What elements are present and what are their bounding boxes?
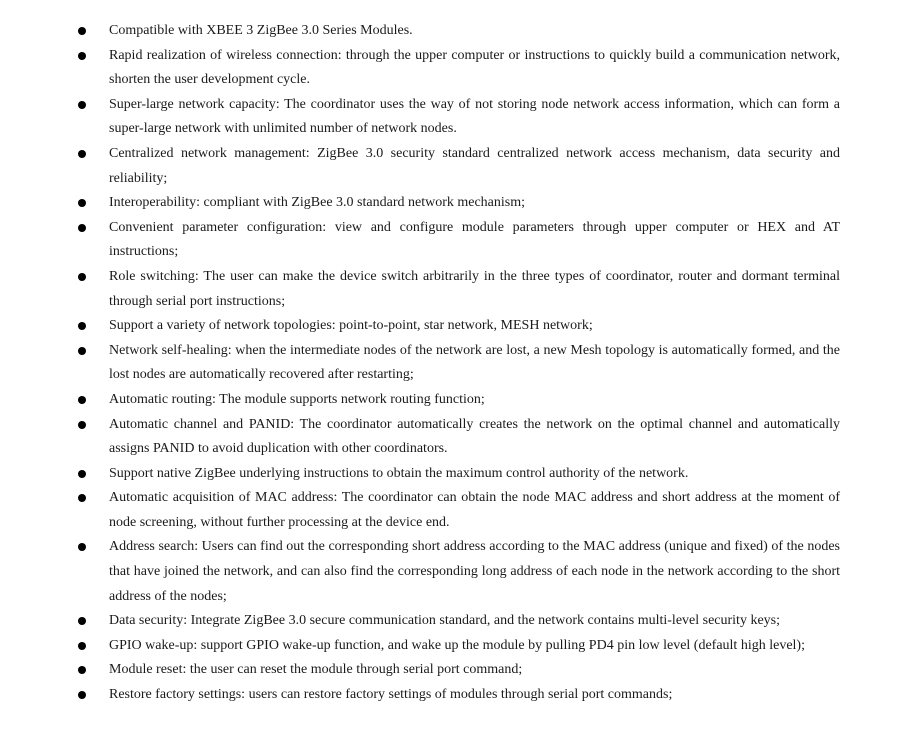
- bullet-icon: [78, 543, 86, 551]
- bullet-icon: [78, 347, 86, 355]
- bullet-icon: [78, 322, 86, 330]
- bullet-icon: [78, 617, 86, 625]
- feature-item: [0, 634, 840, 659]
- feature-item: [0, 142, 840, 191]
- feature-text: Convenient parameter configuration: view and configure module parameters through upper computer or HEX and AT instructions;: [109, 219, 840, 260]
- bullet-icon: [78, 52, 86, 60]
- bullet-icon: [78, 421, 86, 429]
- bullet-icon: [78, 27, 86, 35]
- feature-item: [0, 339, 840, 388]
- feature-text: Support native ZigBee underlying instructions to obtain the maximum control authority of the network.: [109, 465, 689, 481]
- feature-text: Address search: Users can find out the corresponding short address according to the MAC address (unique and fixed) of the nodes that have joined the network, and can also find the corresponding long address of each node in the network according to the short address of the nodes;: [109, 539, 840, 604]
- feature-text: Automatic acquisition of MAC address: The coordinator can obtain the node MAC address and short address at the moment of node screening, without further processing at the device end.: [109, 490, 840, 530]
- bullet-icon: [78, 150, 86, 158]
- bullet-icon: [78, 224, 86, 232]
- feature-item: [0, 216, 840, 265]
- feature-item: [0, 462, 840, 487]
- feature-text: Rapid realization of wireless connection: through the upper computer or instructions to quickly build a communication network, shorten the user development cycle.: [109, 47, 840, 88]
- bullet-icon: [78, 494, 86, 502]
- feature-text: Super-large network capacity: The coordinator uses the way of not storing node network access information, which can form a super-large network with unlimited number of network nodes.: [109, 96, 840, 137]
- feature-text: Automatic channel and PANID: The coordinator automatically creates the network on the optimal channel and automatically assigns PANID to avoid duplication with other coordinators.: [109, 416, 840, 457]
- feature-text: Support a variety of network topologies: point-to-point, star network, MESH network;: [109, 318, 593, 334]
- feature-item: [0, 44, 840, 93]
- feature-list: [0, 19, 918, 708]
- feature-text: Network self-healing: when the intermediate nodes of the network are lost, a new Mesh topology is automatically formed, and the lost nodes are automatically recovered after restarting;: [109, 342, 840, 383]
- feature-text: Module reset: the user can reset the module through serial port command;: [109, 662, 523, 678]
- feature-item: [0, 535, 840, 609]
- feature-text: Interoperability: compliant with ZigBee 3.0 standard network mechanism;: [109, 195, 526, 211]
- feature-text: Centralized network management: ZigBee 3.0 security standard centralized network access mechanism, data security and reliability;: [109, 145, 840, 186]
- bullet-icon: [78, 642, 86, 650]
- document-page: [0, 19, 918, 708]
- bullet-icon: [78, 273, 86, 281]
- feature-item: [0, 683, 840, 708]
- bullet-icon: [78, 666, 86, 674]
- feature-text: Restore factory settings: users can restore factory settings of modules through serial port commands;: [109, 687, 673, 703]
- feature-text: Data security: Integrate ZigBee 3.0 secure communication standard, and the network contains multi-level security keys;: [109, 613, 781, 629]
- feature-item: [0, 93, 840, 142]
- feature-item: [0, 314, 840, 339]
- feature-item: [0, 609, 840, 634]
- feature-text: Compatible with XBEE 3 ZigBee 3.0 Series Modules.: [109, 23, 413, 38]
- feature-text: Role switching: The user can make the device switch arbitrarily in the three types of coordinator, router and dormant terminal through serial port instructions;: [109, 268, 840, 309]
- bullet-icon: [78, 199, 86, 207]
- bullet-icon: [78, 470, 86, 478]
- feature-item: [0, 658, 840, 683]
- feature-item: [0, 191, 840, 216]
- feature-item: [0, 265, 840, 314]
- bullet-icon: [78, 396, 86, 404]
- feature-item: [0, 388, 840, 413]
- feature-item: [0, 413, 840, 462]
- bullet-icon: [78, 691, 86, 699]
- feature-text: Automatic routing: The module supports network routing function;: [109, 391, 485, 407]
- feature-item: [0, 486, 840, 535]
- feature-text: GPIO wake-up: support GPIO wake-up function, and wake up the module by pulling PD4 pin low level (default high level);: [109, 637, 805, 653]
- bullet-icon: [78, 101, 86, 109]
- feature-item: [0, 19, 840, 44]
